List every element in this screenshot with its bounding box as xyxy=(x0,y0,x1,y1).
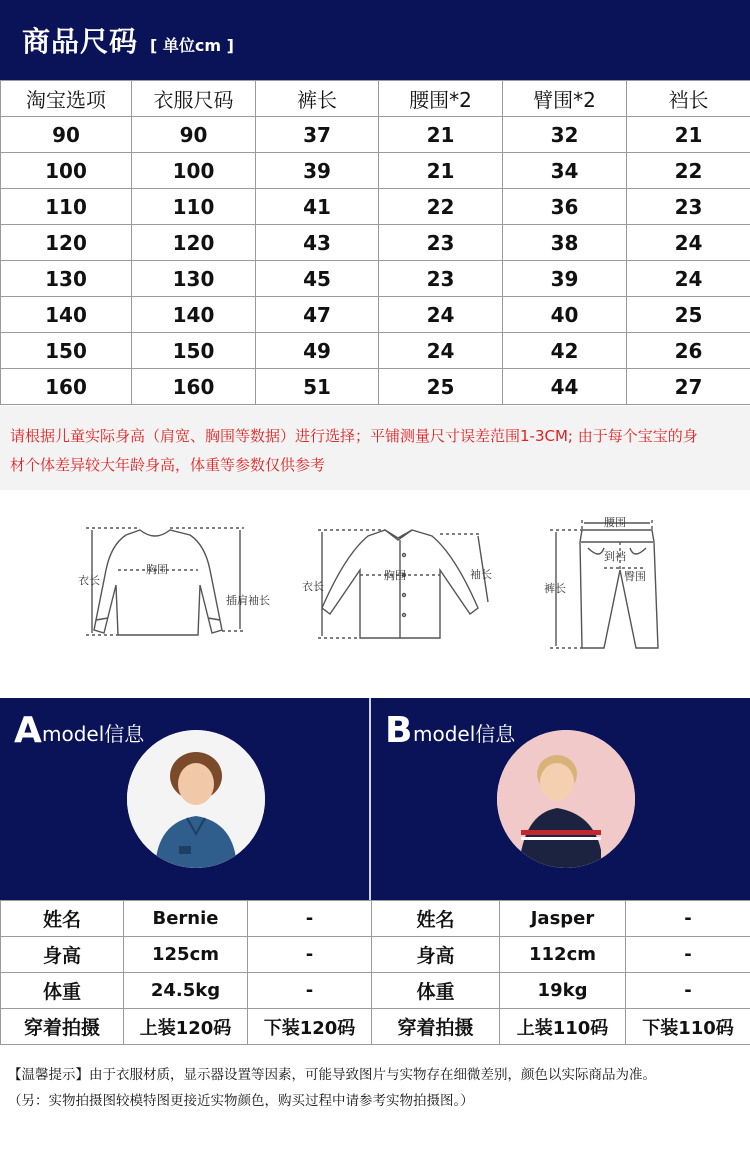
cell-rise: 23 xyxy=(627,189,750,225)
pants-diagram xyxy=(550,520,658,648)
shirt-chest-label: 胸围 xyxy=(384,569,406,582)
shirt-length-label: 衣长 xyxy=(302,580,324,593)
note-line-1: 请根据儿童实际身高（肩宽、胸围等数据）进行选择；平铺测量尺寸误差范围1-3CM; 由于每个宝宝的身 xyxy=(10,427,698,445)
cell-pants-length: 51 xyxy=(256,369,379,405)
table-row xyxy=(1,189,750,225)
shirt-sleeve-label: 袖长 xyxy=(470,568,492,581)
label-worn-a: 穿着拍摄 xyxy=(1,1009,124,1045)
tips-section xyxy=(8,1062,748,1114)
cell-taobao-option: 120 xyxy=(1,225,132,261)
cell-taobao-option: 130 xyxy=(1,261,132,297)
value-extra-b: - xyxy=(626,901,750,937)
cell-hip: 34 xyxy=(503,153,627,189)
cell-rise: 26 xyxy=(627,333,750,369)
cell-clothing-size: 140 xyxy=(132,297,256,333)
header-bar xyxy=(0,0,750,80)
cell-pants-length: 39 xyxy=(256,153,379,189)
table-row xyxy=(1,153,750,189)
model-info-table xyxy=(0,900,750,1045)
value-name-b: Jasper xyxy=(500,901,626,937)
value-top-size-b: 上装110码 xyxy=(500,1009,626,1045)
col-header-waist: 腰围*2 xyxy=(379,81,503,117)
size-table-header xyxy=(1,81,750,117)
cell-waist: 23 xyxy=(379,261,503,297)
cell-rise: 27 xyxy=(627,369,750,405)
value-weight-a: 24.5kg xyxy=(124,973,248,1009)
col-header-taobao-option: 淘宝选项 xyxy=(1,81,132,117)
note-line-2: 材个体差异较大年龄身高，体重等参数仅供参考 xyxy=(10,456,326,474)
cell-pants-length: 49 xyxy=(256,333,379,369)
cell-clothing-size: 100 xyxy=(132,153,256,189)
cell-waist: 22 xyxy=(379,189,503,225)
boy-in-tracksuit-icon xyxy=(497,730,635,868)
shirt-diagram xyxy=(318,530,488,638)
cell-clothing-size: 110 xyxy=(132,189,256,225)
model-a-letter: A xyxy=(14,710,42,751)
model-a-label: model信息 xyxy=(42,722,145,746)
pants-rise-label: 到裆 xyxy=(604,550,626,563)
model-b-label: model信息 xyxy=(413,722,516,746)
table-row xyxy=(1,369,750,405)
cell-clothing-size: 150 xyxy=(132,333,256,369)
cell-rise: 24 xyxy=(627,225,750,261)
table-row xyxy=(1,261,750,297)
cell-rise: 22 xyxy=(627,153,750,189)
col-header-pants-length: 裤长 xyxy=(256,81,379,117)
value-name-a: Bernie xyxy=(124,901,248,937)
value-extra-a: - xyxy=(248,901,372,937)
cell-clothing-size: 130 xyxy=(132,261,256,297)
cell-clothing-size: 90 xyxy=(132,117,256,153)
cell-hip: 40 xyxy=(503,297,627,333)
model-b-photo xyxy=(497,730,635,868)
cell-waist: 23 xyxy=(379,225,503,261)
table-row xyxy=(1,973,750,1009)
value-height-a: 125cm xyxy=(124,937,248,973)
sweater-sleeve-label: 插肩袖长 xyxy=(226,594,270,607)
value-extra-b: - xyxy=(626,937,750,973)
sweater-chest-label: 胸围 xyxy=(146,563,168,576)
table-row xyxy=(1,297,750,333)
tips-line-1: 【温馨提示】由于衣服材质，显示器设置等因素，可能导致图片与实物存在细微差别，颜色以实际商品为准。 xyxy=(8,1067,656,1083)
col-header-clothing-size: 衣服尺码 xyxy=(132,81,256,117)
value-bottom-size-b: 下装110码 xyxy=(626,1009,750,1045)
value-extra-b: - xyxy=(626,973,750,1009)
cell-taobao-option: 90 xyxy=(1,117,132,153)
value-height-b: 112cm xyxy=(500,937,626,973)
cell-pants-length: 45 xyxy=(256,261,379,297)
table-row xyxy=(1,117,750,153)
cell-hip: 39 xyxy=(503,261,627,297)
boy-in-denim-shirt-icon xyxy=(127,730,265,868)
cell-hip: 38 xyxy=(503,225,627,261)
cell-hip: 42 xyxy=(503,333,627,369)
label-name-a: 姓名 xyxy=(1,901,124,937)
table-row xyxy=(1,901,750,937)
table-row xyxy=(1,333,750,369)
cell-hip: 32 xyxy=(503,117,627,153)
cell-taobao-option: 100 xyxy=(1,153,132,189)
label-height-b: 身高 xyxy=(372,937,500,973)
value-extra-a: - xyxy=(248,973,372,1009)
value-top-size-a: 上装120码 xyxy=(124,1009,248,1045)
tips-line-2: （另：实物拍摄图较模特图更接近实物颜色，购买过程中请参考实物拍摄图。） xyxy=(8,1093,474,1109)
table-row xyxy=(1,1009,750,1045)
pants-waist-label: 腰围 xyxy=(604,516,626,529)
cell-taobao-option: 150 xyxy=(1,333,132,369)
cell-rise: 25 xyxy=(627,297,750,333)
model-b-letter: B xyxy=(385,710,413,751)
sweater-length-label: 衣长 xyxy=(78,574,100,587)
cell-pants-length: 47 xyxy=(256,297,379,333)
label-worn-b: 穿着拍摄 xyxy=(372,1009,500,1045)
cell-taobao-option: 110 xyxy=(1,189,132,225)
cell-hip: 44 xyxy=(503,369,627,405)
measurement-diagrams xyxy=(0,490,750,698)
label-weight-b: 体重 xyxy=(372,973,500,1009)
table-row xyxy=(1,937,750,973)
pants-length-label: 裤长 xyxy=(544,582,566,595)
value-weight-b: 19kg xyxy=(500,973,626,1009)
cell-rise: 24 xyxy=(627,261,750,297)
model-a-banner xyxy=(0,698,369,900)
page-title: 商品尺码 xyxy=(22,25,139,58)
cell-clothing-size: 120 xyxy=(132,225,256,261)
label-height-a: 身高 xyxy=(1,937,124,973)
sweater-diagram xyxy=(86,528,244,635)
size-table xyxy=(0,80,750,405)
cell-taobao-option: 140 xyxy=(1,297,132,333)
value-extra-a: - xyxy=(248,937,372,973)
cell-clothing-size: 160 xyxy=(132,369,256,405)
model-a-photo xyxy=(127,730,265,868)
cell-taobao-option: 160 xyxy=(1,369,132,405)
table-row xyxy=(1,225,750,261)
cell-waist: 24 xyxy=(379,333,503,369)
col-header-hip: 臂围*2 xyxy=(503,81,627,117)
value-bottom-size-a: 下装120码 xyxy=(248,1009,372,1045)
cell-pants-length: 37 xyxy=(256,117,379,153)
unit-label: [ 单位cm ] xyxy=(150,36,234,55)
cell-pants-length: 43 xyxy=(256,225,379,261)
cell-rise: 21 xyxy=(627,117,750,153)
label-weight-a: 体重 xyxy=(1,973,124,1009)
pants-hip-label: 臀围 xyxy=(624,570,646,583)
model-b-banner xyxy=(371,698,750,900)
col-header-rise: 裆长 xyxy=(627,81,750,117)
cell-pants-length: 41 xyxy=(256,189,379,225)
cell-waist: 24 xyxy=(379,297,503,333)
label-name-b: 姓名 xyxy=(372,901,500,937)
cell-waist: 21 xyxy=(379,153,503,189)
measurement-note xyxy=(0,406,750,490)
cell-hip: 36 xyxy=(503,189,627,225)
cell-waist: 25 xyxy=(379,369,503,405)
cell-waist: 21 xyxy=(379,117,503,153)
